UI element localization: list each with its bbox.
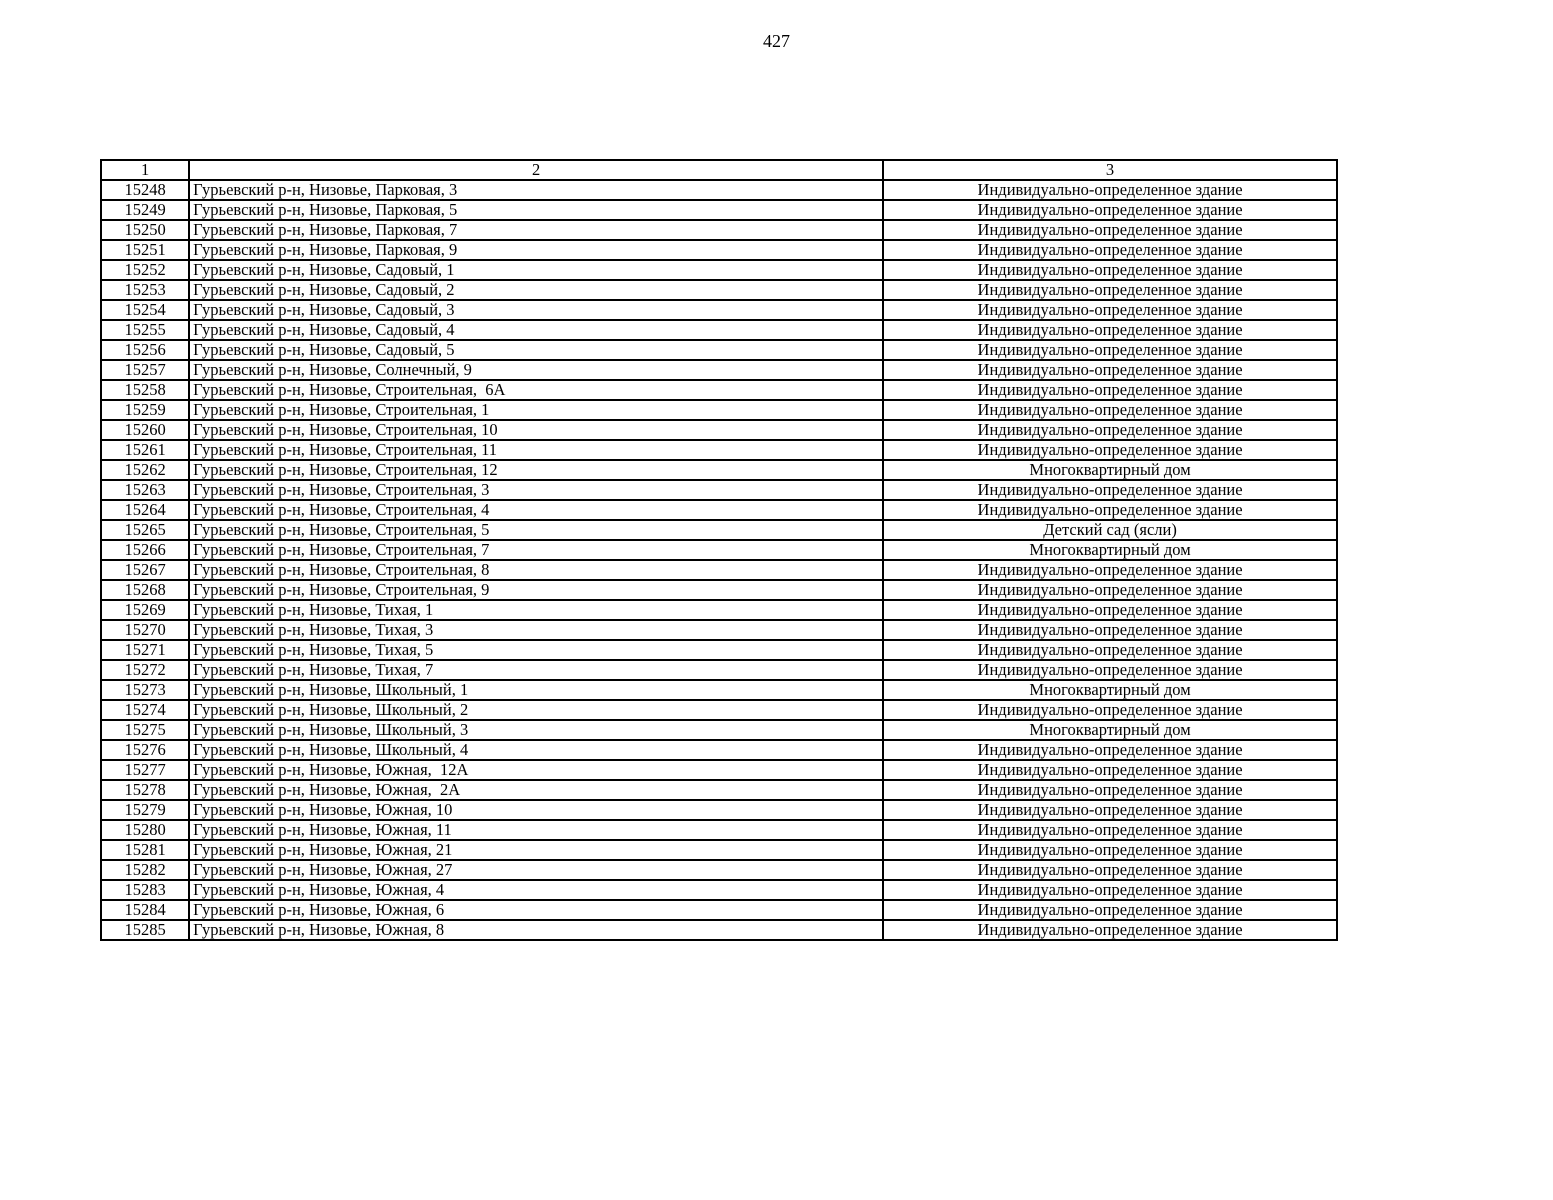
row-number-cell: 15259 [101,400,189,420]
row-number-cell: 15272 [101,660,189,680]
row-number-cell: 15253 [101,280,189,300]
table-row [101,720,1337,740]
row-address-cell: Гурьевский р-н, Низовье, Садовый, 5 [189,340,883,360]
row-number-cell: 15278 [101,780,189,800]
row-address-cell: Гурьевский р-н, Низовье, Тихая, 3 [189,620,883,640]
row-address-cell: Гурьевский р-н, Низовье, Парковая, 9 [189,240,883,260]
row-type-cell: Индивидуально-определенное здание [883,500,1337,520]
row-number-cell: 15263 [101,480,189,500]
row-address-cell: Гурьевский р-н, Низовье, Парковая, 3 [189,180,883,200]
table-row [101,540,1337,560]
row-type-cell: Индивидуально-определенное здание [883,760,1337,780]
table-row [101,800,1337,820]
row-number-cell: 15279 [101,800,189,820]
row-type-cell: Индивидуально-определенное здание [883,220,1337,240]
row-address-cell: Гурьевский р-н, Низовье, Парковая, 5 [189,200,883,220]
row-type-cell: Индивидуально-определенное здание [883,200,1337,220]
row-address-cell: Гурьевский р-н, Низовье, Южная, 6 [189,900,883,920]
table-row [101,340,1337,360]
row-type-cell: Индивидуально-определенное здание [883,840,1337,860]
register-table [100,159,1338,941]
table-row [101,880,1337,900]
table-row [101,660,1337,680]
row-address-cell: Гурьевский р-н, Низовье, Садовый, 3 [189,300,883,320]
row-address-cell: Гурьевский р-н, Низовье, Садовый, 2 [189,280,883,300]
row-address-cell: Гурьевский р-н, Низовье, Строительная, 9 [189,580,883,600]
header-col-3: 3 [883,160,1337,180]
row-type-cell: Индивидуально-определенное здание [883,380,1337,400]
table-row [101,680,1337,700]
row-number-cell: 15267 [101,560,189,580]
row-address-cell: Гурьевский р-н, Низовье, Солнечный, 9 [189,360,883,380]
row-address-cell: Гурьевский р-н, Низовье, Строительная, 6А [189,380,883,400]
table-row [101,640,1337,660]
header-col-2: 2 [189,160,883,180]
row-type-cell: Индивидуально-определенное здание [883,480,1337,500]
row-type-cell: Индивидуально-определенное здание [883,600,1337,620]
row-number-cell: 15275 [101,720,189,740]
row-type-cell: Индивидуально-определенное здание [883,640,1337,660]
row-address-cell: Гурьевский р-н, Низовье, Школьный, 2 [189,700,883,720]
row-type-cell: Индивидуально-определенное здание [883,740,1337,760]
row-address-cell: Гурьевский р-н, Низовье, Южная, 10 [189,800,883,820]
row-address-cell: Гурьевский р-н, Низовье, Строительная, 7 [189,540,883,560]
page-number: 427 [763,31,790,51]
row-number-cell: 15270 [101,620,189,640]
row-address-cell: Гурьевский р-н, Низовье, Южная, 8 [189,920,883,940]
header-row [101,160,1337,180]
row-type-cell: Многоквартирный дом [883,720,1337,740]
row-number-cell: 15280 [101,820,189,840]
row-number-cell: 15266 [101,540,189,560]
row-number-cell: 15257 [101,360,189,380]
row-type-cell: Индивидуально-определенное здание [883,260,1337,280]
row-type-cell: Индивидуально-определенное здание [883,700,1337,720]
row-type-cell: Индивидуально-определенное здание [883,400,1337,420]
row-type-cell: Индивидуально-определенное здание [883,340,1337,360]
table-row [101,760,1337,780]
row-address-cell: Гурьевский р-н, Низовье, Южная, 11 [189,820,883,840]
row-number-cell: 15284 [101,900,189,920]
table-row [101,180,1337,200]
row-type-cell: Индивидуально-определенное здание [883,300,1337,320]
table-row [101,200,1337,220]
row-address-cell: Гурьевский р-н, Низовье, Южная, 2А [189,780,883,800]
table-body [101,160,1337,940]
table-row [101,360,1337,380]
table-row [101,520,1337,540]
row-type-cell: Детский сад (ясли) [883,520,1337,540]
table-row [101,900,1337,920]
row-number-cell: 15251 [101,240,189,260]
table-row [101,220,1337,240]
table-row [101,440,1337,460]
row-number-cell: 15252 [101,260,189,280]
row-number-cell: 15273 [101,680,189,700]
table-row [101,280,1337,300]
row-address-cell: Гурьевский р-н, Низовье, Школьный, 3 [189,720,883,740]
table-row [101,580,1337,600]
row-number-cell: 15255 [101,320,189,340]
row-type-cell: Индивидуально-определенное здание [883,420,1337,440]
table-row [101,920,1337,940]
row-number-cell: 15260 [101,420,189,440]
row-address-cell: Гурьевский р-н, Низовье, Парковая, 7 [189,220,883,240]
row-address-cell: Гурьевский р-н, Низовье, Строительная, 1 [189,400,883,420]
row-type-cell: Индивидуально-определенное здание [883,360,1337,380]
row-type-cell: Индивидуально-определенное здание [883,180,1337,200]
table-row [101,740,1337,760]
table-row [101,240,1337,260]
row-number-cell: 15254 [101,300,189,320]
row-number-cell: 15265 [101,520,189,540]
row-type-cell: Индивидуально-определенное здание [883,920,1337,940]
row-type-cell: Индивидуально-определенное здание [883,660,1337,680]
row-type-cell: Индивидуально-определенное здание [883,580,1337,600]
row-number-cell: 15283 [101,880,189,900]
row-type-cell: Индивидуально-определенное здание [883,860,1337,880]
row-address-cell: Гурьевский р-н, Низовье, Тихая, 7 [189,660,883,680]
table-row [101,820,1337,840]
row-type-cell: Индивидуально-определенное здание [883,820,1337,840]
row-type-cell: Индивидуально-определенное здание [883,440,1337,460]
row-number-cell: 15256 [101,340,189,360]
row-type-cell: Многоквартирный дом [883,460,1337,480]
row-address-cell: Гурьевский р-н, Низовье, Строительная, 4 [189,500,883,520]
table-row [101,420,1337,440]
row-address-cell: Гурьевский р-н, Низовье, Садовый, 1 [189,260,883,280]
row-address-cell: Гурьевский р-н, Низовье, Южная, 12А [189,760,883,780]
row-number-cell: 15249 [101,200,189,220]
row-number-cell: 15248 [101,180,189,200]
row-number-cell: 15268 [101,580,189,600]
row-type-cell: Индивидуально-определенное здание [883,800,1337,820]
table-row [101,860,1337,880]
row-number-cell: 15261 [101,440,189,460]
row-address-cell: Гурьевский р-н, Низовье, Строительная, 12 [189,460,883,480]
table-row [101,700,1337,720]
table-row [101,260,1337,280]
row-number-cell: 15250 [101,220,189,240]
row-number-cell: 15282 [101,860,189,880]
row-number-cell: 15276 [101,740,189,760]
table-row [101,780,1337,800]
row-address-cell: Гурьевский р-н, Низовье, Школьный, 4 [189,740,883,760]
table-row [101,380,1337,400]
table-row [101,840,1337,860]
row-type-cell: Индивидуально-определенное здание [883,320,1337,340]
table-row [101,480,1337,500]
row-address-cell: Гурьевский р-н, Низовье, Строительная, 5 [189,520,883,540]
table-row [101,500,1337,520]
row-address-cell: Гурьевский р-н, Низовье, Строительная, 11 [189,440,883,460]
row-number-cell: 15271 [101,640,189,660]
row-address-cell: Гурьевский р-н, Низовье, Южная, 4 [189,880,883,900]
row-address-cell: Гурьевский р-н, Низовье, Строительная, 8 [189,560,883,580]
row-address-cell: Гурьевский р-н, Низовье, Школьный, 1 [189,680,883,700]
row-number-cell: 15258 [101,380,189,400]
row-type-cell: Индивидуально-определенное здание [883,620,1337,640]
row-type-cell: Индивидуально-определенное здание [883,240,1337,260]
row-address-cell: Гурьевский р-н, Низовье, Строительная, 10 [189,420,883,440]
row-address-cell: Гурьевский р-н, Низовье, Тихая, 5 [189,640,883,660]
table-row [101,460,1337,480]
row-type-cell: Индивидуально-определенное здание [883,880,1337,900]
table-row [101,320,1337,340]
row-type-cell: Индивидуально-определенное здание [883,900,1337,920]
row-number-cell: 15262 [101,460,189,480]
row-number-cell: 15269 [101,600,189,620]
row-type-cell: Индивидуально-определенное здание [883,780,1337,800]
row-number-cell: 15274 [101,700,189,720]
row-number-cell: 15277 [101,760,189,780]
row-number-cell: 15264 [101,500,189,520]
header-col-1: 1 [101,160,189,180]
row-number-cell: 15285 [101,920,189,940]
row-address-cell: Гурьевский р-н, Низовье, Южная, 21 [189,840,883,860]
row-type-cell: Индивидуально-определенное здание [883,560,1337,580]
table-row [101,300,1337,320]
table-row [101,400,1337,420]
row-address-cell: Гурьевский р-н, Низовье, Тихая, 1 [189,600,883,620]
table-row [101,620,1337,640]
row-type-cell: Индивидуально-определенное здание [883,280,1337,300]
row-number-cell: 15281 [101,840,189,860]
table-row [101,560,1337,580]
row-type-cell: Многоквартирный дом [883,540,1337,560]
row-address-cell: Гурьевский р-н, Низовье, Садовый, 4 [189,320,883,340]
table-row [101,600,1337,620]
row-address-cell: Гурьевский р-н, Низовье, Южная, 27 [189,860,883,880]
row-address-cell: Гурьевский р-н, Низовье, Строительная, 3 [189,480,883,500]
row-type-cell: Многоквартирный дом [883,680,1337,700]
